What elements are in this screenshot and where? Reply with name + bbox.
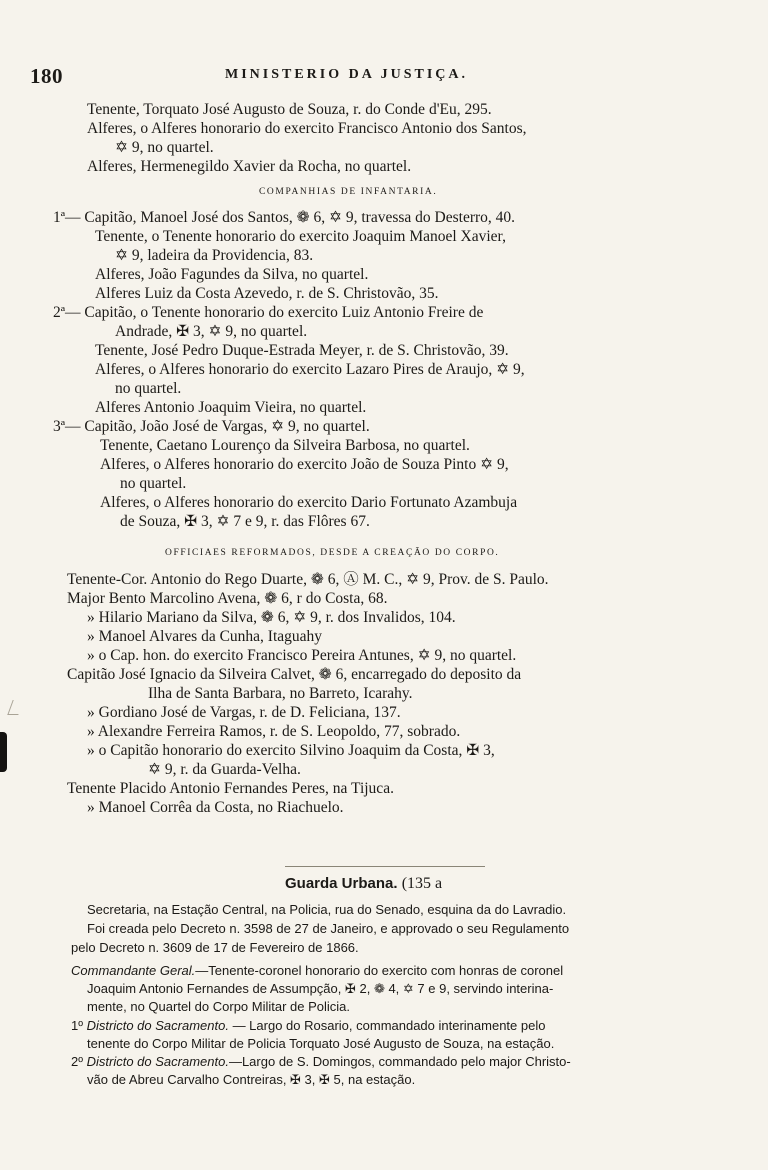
text-line: » Alexandre Ferreira Ramos, r. de S. Leopoldo, 77, sobrado.	[87, 723, 461, 740]
distrito-1-number: 1º	[71, 1018, 83, 1033]
text-line: ✡ 9, ladeira da Providencia, 83.	[115, 247, 314, 264]
text-line: Major Bento Marcolino Avena, ❁ 6, r do Costa, 68.	[67, 590, 388, 607]
distrito-2-number: 2º	[71, 1054, 83, 1069]
text-line: Ilha de Santa Barbara, no Barreto, Icarahy.	[148, 685, 413, 702]
divider	[285, 866, 485, 867]
text-line: 2ª— Capitão, o Tenente honorario do exercito Luiz Antonio Freire de	[53, 304, 484, 321]
text-line: Tenente, Caetano Lourenço da Silveira Barbosa, no quartel.	[100, 437, 470, 454]
text-line: » Hilario Mariano da Silva, ❁ 6, ✡ 9, r. dos Invalidos, 104.	[87, 609, 456, 626]
distrito-1-label: Districto do Sacramento.	[86, 1018, 229, 1033]
text-line: Tenente Placido Antonio Fernandes Peres, na Tijuca.	[67, 780, 394, 797]
distrito-2-text: —Largo de S. Domingos, commandado pelo major Christo-	[228, 1054, 571, 1069]
distrito-2-line	[71, 1053, 571, 1070]
text-line: Alferes, Hermenegildo Xavier da Rocha, no quartel.	[87, 158, 412, 175]
text-line: Alferes, o Alferes honorario do exercito Dario Fortunato Azambuja	[100, 494, 518, 511]
text-line: Tenente, Torquato José Augusto de Souza, r. do Conde d'Eu, 295.	[87, 101, 492, 118]
text-line: Alferes, o Alferes honorario do exercito Lazaro Pires de Araujo, ✡ 9,	[95, 361, 525, 378]
text-line: ✡ 9, no quartel.	[115, 139, 214, 156]
margin-mark	[7, 700, 23, 715]
text-line: vão de Abreu Carvalho Contreiras, ✠ 3, ✠ 5, na estação.	[87, 1072, 416, 1087]
text-line: Joaquim Antonio Fernandes de Assumpção, ✠ 2, ❁ 4, ✡ 7 e 9, servindo interina-	[87, 981, 554, 996]
commandante-line	[71, 962, 563, 979]
text-line: 1ª— Capitão, Manoel José dos Santos, ❁ 6, ✡ 9, travessa do Desterro, 40.	[53, 209, 516, 226]
text-line: » o Cap. hon. do exercito Francisco Pereira Antunes, ✡ 9, no quartel.	[87, 647, 517, 664]
text-line: no quartel.	[120, 475, 187, 492]
page-header	[30, 64, 710, 88]
text-line: » o Capitão honorario do exercito Silvino Joaquim da Costa, ✠ 3,	[87, 742, 495, 759]
section-title-guarda-urbana	[285, 875, 442, 893]
text-line: no quartel.	[115, 380, 182, 397]
text-line: tenente do Corpo Militar de Policia Torquato José Augusto de Souza, na estação.	[87, 1036, 555, 1051]
text-line: Alferes, João Fagundes da Silva, no quartel.	[95, 266, 369, 283]
text-line: Secretaria, na Estação Central, na Policia, rua do Senado, esquina da do Lavradio.	[87, 902, 567, 917]
text-line: Alferes, o Alferes honorario do exercito Francisco Antonio dos Santos,	[87, 120, 527, 137]
text-line: Tenente, o Tenente honorario do exercito Joaquim Manoel Xavier,	[95, 228, 506, 245]
text-line: Tenente, José Pedro Duque-Estrada Meyer, r. de S. Christovão, 39.	[95, 342, 509, 359]
text-line: mente, no Quartel do Corpo Militar de Policia.	[87, 999, 351, 1014]
text-line: » Manoel Corrêa da Costa, no Riachuelo.	[87, 799, 344, 816]
page-number: 180	[30, 64, 63, 88]
text-line: Tenente-Cor. Antonio do Rego Duarte, ❁ 6, Ⓐ M. C., ✡ 9, Prov. de S. Paulo.	[67, 571, 549, 588]
commandante-label: Commandante Geral.	[71, 963, 196, 978]
guarda-note: (135 a	[401, 875, 443, 892]
section-heading-infantaria: COMPANHIAS DE INFANTARIA.	[259, 187, 438, 197]
distrito-1-line	[71, 1017, 545, 1034]
text-line: de Souza, ✠ 3, ✡ 7 e 9, r. das Flôres 67.	[120, 513, 370, 530]
page-edge-shadow	[0, 732, 7, 772]
distrito-1-text: — Largo do Rosario, commandado interinamente pelo	[228, 1018, 546, 1033]
text-line: Alferes Luiz da Costa Azevedo, r. de S. Christovão, 35.	[95, 285, 439, 302]
guarda-title: Guarda Urbana.	[285, 875, 398, 892]
text-line: ✡ 9, r. da Guarda-Velha.	[148, 761, 301, 778]
text-line: 3ª— Capitão, João José de Vargas, ✡ 9, no quartel.	[53, 418, 370, 435]
text-line: pelo Decreto n. 3609 de 17 de Fevereiro de 1866.	[71, 940, 359, 955]
commandante-text: —Tenente-coronel honorario do exercito com honras de coronel	[195, 963, 564, 978]
distrito-2-label: Districto do Sacramento.	[86, 1054, 229, 1069]
text-line: Alferes, o Alferes honorario do exercito João de Souza Pinto ✡ 9,	[100, 456, 509, 473]
section-heading-reformados: OFFICIAES REFORMADOS, DESDE A CREAÇÃO DO CORPO.	[165, 548, 500, 558]
running-head: MINISTERIO DA JUSTIÇA.	[225, 67, 468, 82]
text-line: Capitão José Ignacio da Silveira Calvet, ❁ 6, encarregado do deposito da	[67, 666, 522, 683]
text-line: Alferes Antonio Joaquim Vieira, no quartel.	[95, 399, 367, 416]
text-line: » Manoel Alvares da Cunha, Itaguahy	[87, 628, 323, 645]
text-line: Andrade, ✠ 3, ✡ 9, no quartel.	[115, 323, 308, 340]
text-line: » Gordiano José de Vargas, r. de D. Feliciana, 137.	[87, 704, 401, 721]
text-line: Foi creada pelo Decreto n. 3598 de 27 de Janeiro, e approvado o seu Regulamento	[87, 921, 570, 936]
